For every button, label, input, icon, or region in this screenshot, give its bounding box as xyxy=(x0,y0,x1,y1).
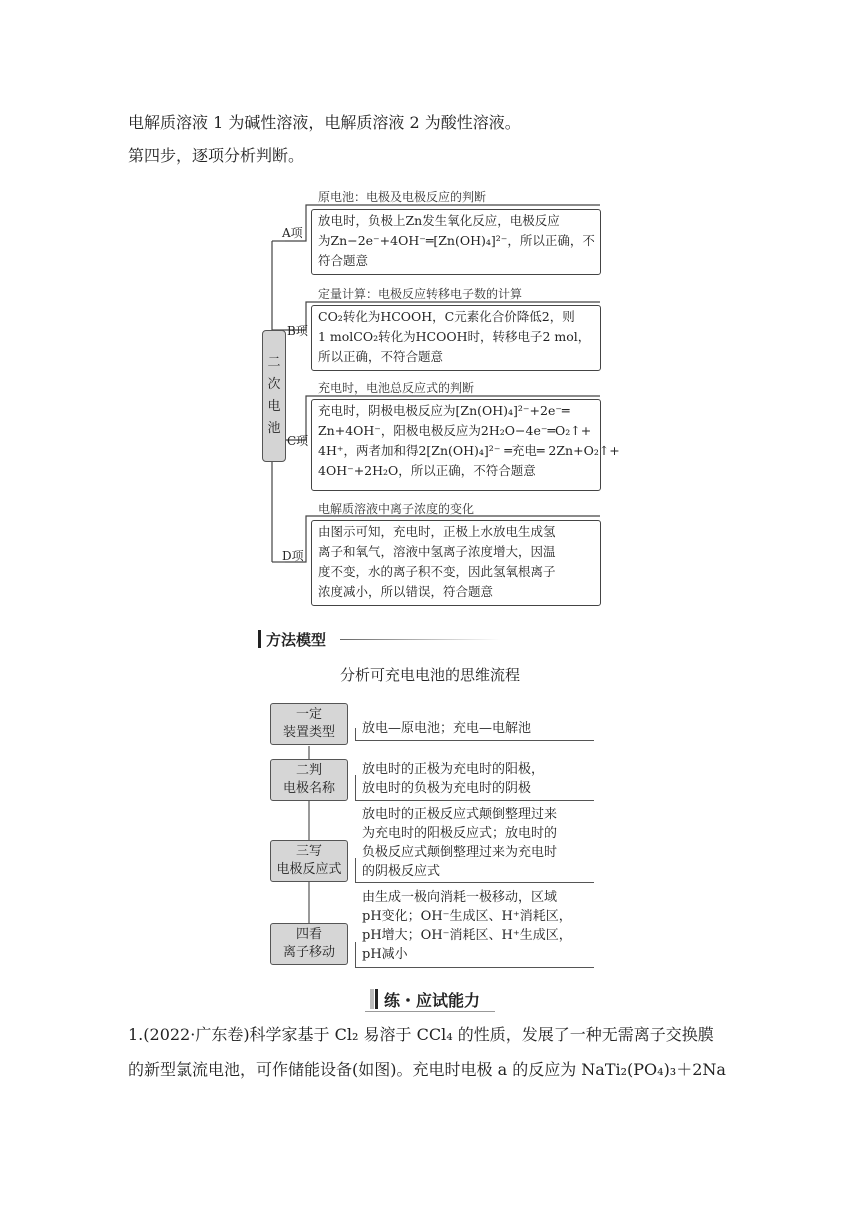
branch-label-d: D项 xyxy=(282,549,304,563)
flow-tick xyxy=(355,728,356,740)
box-text: 二判 xyxy=(295,763,322,778)
box-line: CO₂转化为HCOOH，C元素化合价降低2，则 xyxy=(318,309,575,324)
box-text: 四看 xyxy=(295,927,322,942)
heading-rule xyxy=(340,639,500,640)
box-line: 符合题意 xyxy=(318,253,369,268)
box-line: 4H⁺，两者加和得2[Zn(OH)₄]²⁻ ═充电═ 2Zn+O₂↑+ xyxy=(318,443,620,458)
flow-step-box-1 xyxy=(270,703,348,745)
branch-label-c: C项 xyxy=(287,434,309,448)
box-line: 所以正确，不符合题意 xyxy=(318,349,444,364)
branch-title-b: 定量计算：电极反应转移电子数的计算 xyxy=(318,287,523,301)
desc-line: 放电时的负极为充电时的阴极 xyxy=(362,781,532,796)
flow-step-box-2 xyxy=(270,759,348,801)
intro-line-2: 第四步，逐项分析判断。 xyxy=(128,146,305,165)
box-text: 三写 xyxy=(295,844,322,859)
flow-rule xyxy=(355,800,594,801)
box-line: 由图示可知，充电时，正极上水放电生成氢 xyxy=(318,524,556,539)
box-text: 电极名称 xyxy=(282,781,335,796)
box-text: 离子移动 xyxy=(282,945,335,960)
branch-title-a: 原电池：电极及电极反应的判断 xyxy=(318,190,487,204)
flow-title: 分析可充电电池的思维流程 xyxy=(339,666,520,684)
box-text: 装置类型 xyxy=(282,725,335,740)
branch-title-d: 电解质溶液中离子浓度的变化 xyxy=(318,502,475,516)
flow-tick xyxy=(355,858,356,882)
flow-step-desc-2 xyxy=(362,760,544,798)
branch-label-b: B项 xyxy=(287,324,308,338)
box-line: 1 molCO₂转化为HCOOH时，转移电子2 mol， xyxy=(318,329,591,344)
flow-step-desc-4 xyxy=(362,888,572,964)
branch-box-b xyxy=(311,305,601,371)
flow-rule xyxy=(355,967,594,968)
branch-title-c: 充电时，电池总反应式的判断 xyxy=(318,381,475,395)
desc-line: 放电时的正极反应式颠倒整理过来 xyxy=(362,807,558,822)
desc-line: 放电时的正极为充电时的阳极， xyxy=(362,762,545,777)
box-text: 电极反应式 xyxy=(276,862,342,877)
section-bar xyxy=(370,989,374,1009)
box-line: 4OH⁻+2H₂O，所以正确，不符合题意 xyxy=(318,463,536,478)
flow-step-desc-1 xyxy=(362,719,531,738)
box-line: 为Zn−2e⁻+4OH⁻═[Zn(OH)₄]²⁻，所以正确，不 xyxy=(318,233,595,248)
root-char: 次 xyxy=(267,377,281,392)
root-char: 电 xyxy=(267,399,281,414)
flow-step-box-4 xyxy=(270,923,348,965)
desc-line: pH减小 xyxy=(362,947,408,962)
flow-rule xyxy=(355,740,594,741)
root-char: 池 xyxy=(267,421,281,436)
tree-root-box xyxy=(262,330,286,462)
flow-step-desc-3 xyxy=(362,805,557,881)
desc-line: 由生成一极向消耗一极移动，区域 xyxy=(362,890,558,905)
flow-rule xyxy=(355,882,594,883)
practice-heading: 练・应试能力 xyxy=(384,991,481,1010)
desc-line: 为充电时的阳极反应式；放电时的 xyxy=(362,826,558,841)
question-line-2: 的新型氯流电池，可作储能设备(如图)。充电时电极 a 的反应为 NaTi₂(PO₄)₃＋2Na xyxy=(128,1060,726,1079)
box-line: 离子和氧气，溶液中氢离子浓度增大，因温 xyxy=(318,544,556,559)
box-line: 充电时，阴极电极反应为[Zn(OH)₄]²⁻+2e⁻═ xyxy=(318,403,570,418)
flow-tick xyxy=(355,775,356,800)
heading-underline xyxy=(365,1011,495,1012)
box-line: 放电时，负极上Zn发生氧化反应，电极反应 xyxy=(318,213,560,228)
question-line-1: 1.(2022·广东卷)科学家基于 Cl₂ 易溶于 CCl₄ 的性质，发展了一种无需离子交换膜 xyxy=(128,1025,714,1044)
intro-line-1: 电解质溶液 1 为碱性溶液，电解质溶液 2 为酸性溶液。 xyxy=(128,113,521,132)
method-heading: 方法模型 xyxy=(266,631,327,649)
box-line: 浓度减小，所以错误，符合题意 xyxy=(318,584,494,599)
branch-box-a xyxy=(311,209,601,275)
box-text: 一定 xyxy=(295,707,322,722)
desc-line: pH增大；OH⁻消耗区、H⁺生成区， xyxy=(362,928,572,943)
flow-tick xyxy=(355,942,356,967)
section-bar xyxy=(258,630,261,648)
desc-line: 放电—原电池；充电—电解池 xyxy=(362,721,532,736)
branch-label-a: A项 xyxy=(282,226,303,240)
section-bar xyxy=(375,989,378,1009)
flow-step-box-3 xyxy=(270,840,348,882)
branch-box-c xyxy=(311,399,620,491)
box-line: Zn+4OH⁻，阳极电极反应为2H₂O−4e⁻═O₂↑+ xyxy=(318,423,592,438)
root-char: 二 xyxy=(267,355,281,370)
box-line: 度不变，水的离子积不变，因此氢氧根离子 xyxy=(318,564,556,579)
desc-line: 的阴极反应式 xyxy=(362,864,441,879)
desc-line: pH变化；OH⁻生成区、H⁺消耗区， xyxy=(362,909,572,924)
branch-box-d xyxy=(311,520,601,606)
desc-line: 负极反应式颠倒整理过来为充电时 xyxy=(362,845,558,860)
